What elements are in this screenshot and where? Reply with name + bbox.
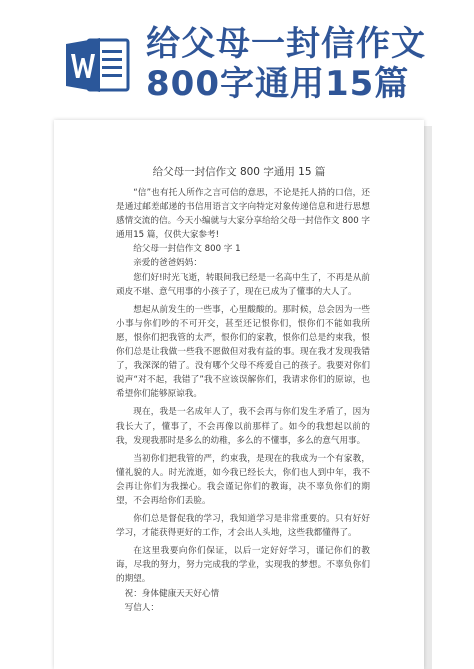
paragraph-body: 当初你们把我管的严，约束我，是现在的我成为一个有家教，懂礼貌的人。时光流逝，如今我已经长大，你们也人到中年，我不会再让你们为我操心。我会谨记你们的教诲，决不辜负你们的期望，不会再给你们丢脸。 — [116, 453, 370, 506]
paragraph-closing: 祝：身体健康天天好心情 — [124, 588, 220, 599]
document-title: 给父母一封信作文 800 字通用 15 篇 — [152, 166, 326, 178]
page-title — [146, 24, 466, 104]
paragraph-body: 您们好!时光飞逝，转眼间我已经是一名高中生了，不再是从前顽皮不堪、意气用事的小孩子了，现在已成为了懂事的大人了。 — [116, 272, 370, 297]
word-document-icon — [66, 36, 130, 94]
page-title-line1: 给父母一封信作文 — [146, 24, 426, 64]
paragraph-body: 现在，我是一名成年人了，我不会再与你们发生矛盾了，因为我长大了，懂事了，不会再像以前那样了。如今的我想起以前的我，发现我那时是多么的幼稚，多么的不懂事，多么的意气用事。 — [116, 407, 370, 446]
document-body — [116, 186, 370, 615]
paragraph-salutation: 亲爱的爸爸妈妈： — [133, 258, 202, 269]
paragraph-body: 想起从前发生的一些事，心里酸酸的。那时候，总会因为一些小事与你们吵的不可开交，甚至还记恨你们，恨你们不能如我所愿，恨你们把我管的太严，恨你们的家教，恨你们总是约束我，恨你们总是让我做一些我不愿做但对我有益的事。现在我才发现我错了，我深深的错了。没有哪个父母不疼爱自己的孩子。我要对你们说声“对不起，我错了”我不应该误解你们，我请求你们的原谅，也希望你们能够原谅我。 — [116, 304, 370, 400]
paragraph-intro: “信”也有托人所作之言可信的意思，不论是托人捎的口信，还是通过邮差邮递的书信用语言文字向特定对象传递信息和进行思想感情交流的信。今天小编就与大家分享给给父母一封信作文 800 字通用15 篇，仅供大家参考! — [116, 188, 370, 241]
page-header — [0, 0, 474, 110]
page-title-line2: 800字通用15篇 — [146, 64, 410, 104]
paragraph-body: 你们总是督促我的学习，我知道学习是非常重要的。只有好好学习，才能获得更好的工作，才会出人头地，这些我都懂得了。 — [116, 514, 370, 539]
paragraph-signature: 写信人： — [124, 602, 159, 613]
document-page — [54, 120, 424, 669]
paragraph-body: 在这里我要向你们保证，以后一定好好学习，谨记你们的教诲，尽我的努力，努力完成我的学业，实现我的梦想。不辜负你们的期望。 — [116, 546, 370, 585]
paragraph-subtitle: 给父母一封信作文 800 字 1 — [133, 244, 241, 255]
